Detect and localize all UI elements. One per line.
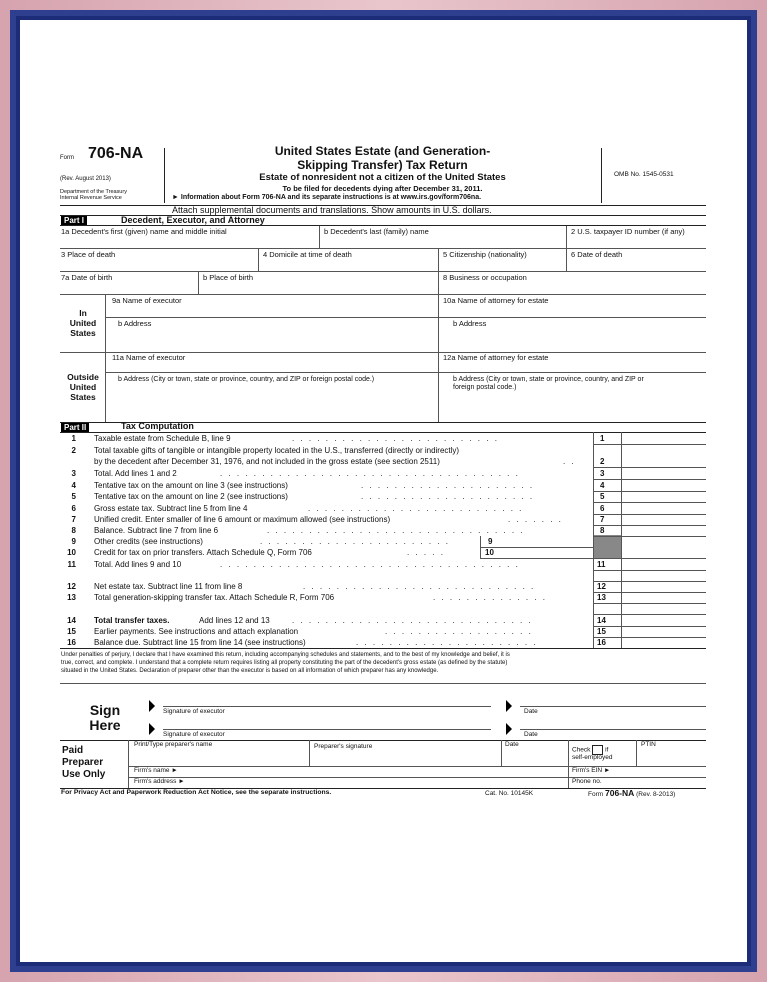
date-line-1[interactable] [520,706,706,707]
line-11-box: 11 [597,560,606,569]
line-6-box: 6 [600,504,605,513]
line-4-num: 4 [71,481,76,490]
sign-arrow-2 [149,723,155,735]
prep-date-label: Date [505,741,519,748]
div-1a-1b[interactable] [319,226,320,248]
row-rule [593,491,706,492]
field-6-label: 6 Date of death [571,250,623,259]
dept-line1: Department of the Treasury [60,189,127,195]
field-7b-label: b Place of birth [203,273,254,282]
row-rule [593,570,706,571]
print-name-label: Print/Type preparer's name [134,741,213,748]
field-9b-label: b Address [118,319,152,328]
line-14-dots: . . . . . . . . . . . . . . . . . . . . . . . . . . . . . [292,616,533,625]
line-7-dots: . . . . . . . [508,515,563,524]
row-11a-rule [105,372,706,373]
date-line-2[interactable] [520,729,706,730]
sig-line-2[interactable] [163,729,491,730]
line-16-box: 16 [597,638,606,647]
part1-title: Decedent, Executor, and Attorney [121,215,265,225]
phone-label: Phone no. [572,778,602,785]
preparer-label-divider [128,740,129,788]
footer-form-number: 706-NA [604,788,635,798]
line-12-dots: . . . . . . . . . . . . . . . . . . . . . . . . . . . . [303,582,536,591]
line-1-text: Taxable estate from Schedule B, line 9 [94,434,231,443]
field-12b-label-2: foreign postal code.) [453,384,517,391]
line-15-dots: . . . . . . . . . . . . . . . . . . [385,627,533,636]
field-10b-label: b Address [453,319,487,328]
use-only-word: Use Only [62,769,106,780]
row-rule [593,637,706,638]
row-rule [593,467,706,468]
line-3-box: 3 [600,469,605,478]
line-1-box: 1 [600,434,605,443]
sig-line-1[interactable] [163,706,491,707]
prep-row-rule-2 [128,777,706,778]
field-12a-label: 12a Name of attorney for estate [443,353,549,362]
in-us-1: In [79,308,87,318]
field-3-label: 3 Place of death [61,250,116,259]
line-3-dots: . . . . . . . . . . . . . . . . . . . . . . . . . . . . . . . . . . . . [220,469,520,478]
penalty-line3: situated in the United States. Declaration of preparer other than the executor is based on all information of which preparer has any knowledge. [61,668,439,674]
line-15-text: Earlier payments. See instructions and attach explanation [94,627,299,636]
header-divider-right [601,148,602,203]
line-2-text-cont: by the decedent after December 31, 1976, and not included in the gross estate (see section 2511) [94,457,440,466]
line-13-text: Total generation-skipping transfer tax. Attach Schedule R, Form 706 [94,593,335,602]
sign-arrow-1 [149,700,155,712]
line-4-box: 4 [600,481,605,490]
field-9a-label: 9a Name of executor [112,296,182,305]
line-13-box: 13 [597,593,606,602]
line-16-num: 16 [67,638,76,647]
date-label-1: Date [524,708,538,715]
row-rule [593,592,706,593]
line-16-dots: . . . . . . . . . . . . . . . . . . . . . . [356,638,538,647]
penalty-rule [60,683,706,684]
box-col-right [621,432,622,648]
line-12-text: Net estate tax. Subtract line 11 from line 8 [94,582,243,591]
title-line2: Skipping Transfer) Tax Return [297,158,468,172]
preparer-word: Preparer [62,757,104,768]
row-rule [593,614,706,615]
line-9-text: Other credits (see instructions) [94,537,203,546]
prep-div-3 [568,740,569,788]
if-word: if [605,746,609,754]
line-7-text: Unified credit. Enter smaller of line 6 amount or maximum allowed (see instructions) [94,515,391,524]
firm-name-label: Firm's name ► [134,767,178,774]
row-rule [593,603,706,604]
line-14-text-b: Add lines 12 and 13 [199,616,270,625]
form-word: Form [60,155,74,161]
filed-for: To be filed for decedents dying after December 31, 2011. [282,184,483,193]
footer-rev: (Rev. 8-2013) [636,791,676,798]
line-6-dots: . . . . . . . . . . . . . . . . . . . . . . . . . . [308,504,524,513]
line-5-box: 5 [600,492,605,501]
line-11-text: Total. Add lines 9 and 10 [94,560,182,569]
line-9-dots: . . . . . . . . . . . . . . . . . . . . . . . [260,537,451,546]
line-2-box: 2 [600,457,605,466]
subtitle: Estate of nonresident not a citizen of the United States [259,172,506,183]
footer-form [588,788,675,798]
check-word: Check [572,746,591,754]
prep-div-1[interactable] [309,740,310,766]
field-7a-label: 7a Date of birth [61,273,113,282]
in-us-2: United [69,318,97,328]
part2-title: Tax Computation [121,421,194,431]
inner-row-rule [480,547,593,548]
sig-exec-label-2: Signature of executor [163,731,225,738]
penalty-line2: true, correct, and complete. I understand that a complete return requires listing all property constituting the part of the decedent's gross estate (as defined by the statute) [61,660,508,666]
field-12b-label-1: b Address (City or town, state or province, country, and ZIP or [453,376,644,383]
line-8-num: 8 [71,526,76,535]
field-11a-label: 11a Name of executor [112,353,186,362]
line-12-num: 12 [67,582,76,591]
field-10a-label: 10a Name of attorney for estate [443,296,549,305]
line-15-box: 15 [597,627,606,636]
row-1-rule [60,248,706,249]
line-10-box: 10 [485,548,494,557]
div-5-6 [566,248,567,271]
line-9-box: 9 [488,537,493,546]
shaded-box [594,535,621,558]
cat-number: Cat. No. 10145K [485,790,534,797]
date-arrow-1 [506,700,512,712]
revision: (Rev. August 2013) [60,176,111,182]
div-3-4 [258,248,259,271]
date-arrow-2 [506,723,512,735]
footer-form-word: Form [588,791,604,798]
row-rule [593,581,706,582]
line-14-box: 14 [597,616,606,625]
self-employed-label: self-employed [572,754,613,761]
line-12-box: 12 [597,582,606,591]
exec-attorney-divider [438,294,439,422]
field-1a-label: 1a Decedent's first (given) name and middle initial [61,227,227,236]
penalty-line1: Under penalties of perjury, I declare that I have examined this return, including accompanying schedules and statements, and to the best of my knowledge and belief, it is [61,652,510,658]
line-16-text: Balance due. Subtract line 15 from line 14 (see instructions) [94,638,306,647]
prep-sig-label: Preparer's signature [314,743,373,750]
sign-word: Sign [89,702,121,718]
row-3-rule [60,271,706,272]
line-2-text: Total taxable gifts of tangible or intangible property located in the U.S., transferred (directly or indirectly) [94,446,460,455]
line-2-dots: . . [563,457,576,466]
ptin-label: PTIN [641,741,656,748]
field-1b-label: b Decedent's last (family) name [324,227,429,236]
line-13-num: 13 [67,593,76,602]
prep-div-2 [501,740,502,766]
part1-label: Part I [61,216,87,225]
prep-div-4 [636,740,637,766]
line-2-num: 2 [71,446,76,455]
paid-word: Paid [62,745,84,756]
line-6-text: Gross estate tax. Subtract line 5 from line 4 [94,504,248,513]
part1-rule [60,225,706,226]
line-7-box: 7 [600,515,605,524]
here-word: Here [89,717,121,733]
out-us-1: Outside [67,372,99,382]
line-8-dots: . . . . . . . . . . . . . . . . . . . . . . . . . . . . . . . [267,526,525,535]
line-10-text: Credit for tax on prior transfers. Attach Schedule Q, Form 706 [94,548,312,557]
line-14-num: 14 [67,616,76,625]
line-4-text: Tentative tax on the amount on line 3 (see instructions) [94,481,288,490]
field-11b-label: b Address (City or town, state or province, country, and ZIP or foreign postal code.) [118,376,375,383]
field-8-label: 8 Business or occupation [443,273,527,282]
line-8-box: 8 [600,526,605,535]
row-rule [593,525,706,526]
out-us-3: States [70,392,96,402]
row-rule [593,536,706,537]
title-line1: United States Estate (and Generation- [274,144,491,158]
firm-ein-label: Firm's EIN ► [572,767,611,774]
row-rule [593,514,706,515]
line-11-num: 11 [67,560,76,569]
sig-exec-label-1: Signature of executor [163,708,225,715]
date-label-2: Date [524,731,538,738]
line-14-text: Total transfer taxes. [94,616,170,625]
line-6-num: 6 [71,504,76,513]
field-4-label: 4 Domicile at time of death [263,250,352,259]
form-number: 706-NA [88,145,144,162]
part2-end-rule [60,648,706,649]
line-11-dots: . . . . . . . . . . . . . . . . . . . . . . . . . . . . . . . . . . . . [220,560,520,569]
line-8-text: Balance. Subtract line 7 from line 6 [94,526,219,535]
row-9a-rule [105,317,706,318]
line-1-num: 1 [71,434,76,443]
row-rule [593,444,706,445]
in-us-3: States [70,328,96,338]
line-5-text: Tentative tax on the amount on line 2 (see instructions) [94,492,288,501]
firm-address-label: Firm's address ► [134,778,185,785]
row-7-rule [60,294,706,295]
row-rule [593,626,706,627]
us-block-divider [105,294,106,422]
part2-label: Part II [61,423,89,432]
prep-row-rule-1 [128,766,706,767]
line-4-dots: . . . . . . . . . . . . . . . . . . . . . [361,481,535,490]
field-2-label: 2 U.S. taxpayer ID number (if any) [571,227,685,236]
line-9-num: 9 [71,537,76,546]
line-7-num: 7 [71,515,76,524]
line-1-dots: . . . . . . . . . . . . . . . . . . . . . . . . . [292,434,499,443]
line-10-num: 10 [67,548,76,557]
line-5-dots: . . . . . . . . . . . . . . . . . . . . . [361,492,535,501]
row-rule [593,479,706,480]
attach-note: Attach supplemental documents and translations. Show amounts in U.S. dollars. [172,205,492,215]
div-7a-7b [198,271,199,294]
line-5-num: 5 [71,492,76,501]
out-us-2: United [69,382,97,392]
line-13-dots: . . . . . . . . . . . . . . [433,593,548,602]
privacy-notice: For Privacy Act and Paperwork Reduction Act Notice, see the separate instructions. [61,789,332,796]
line-10-dots: . . . . . [407,548,446,557]
info-line: ► Information about Form 706-NA and its separate instructions is at www.irs.gov/form706na. [172,194,482,201]
line-3-num: 3 [71,469,76,478]
row-rule [593,502,706,503]
omb-number: OMB No. 1545-0531 [614,171,674,178]
div-1b-2[interactable] [566,226,567,248]
line-3-text: Total. Add lines 1 and 2 [94,469,177,478]
field-5-label: 5 Citizenship (nationality) [443,250,527,259]
dept-line2: Internal Revenue Service [60,195,122,201]
line-15-num: 15 [67,627,76,636]
